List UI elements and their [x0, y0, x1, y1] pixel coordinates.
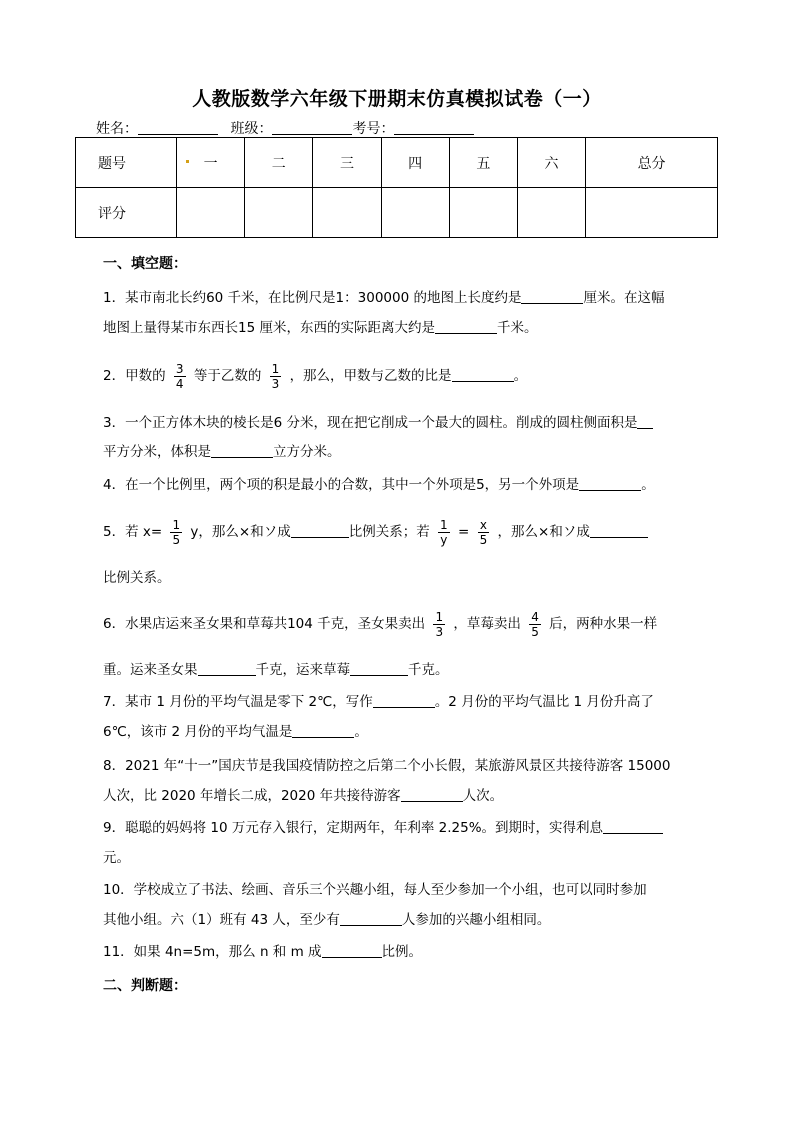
- class-blank[interactable]: [272, 120, 352, 135]
- fraction: [529, 610, 541, 639]
- header-cell: 总分: [586, 138, 718, 188]
- score-cell[interactable]: [245, 188, 313, 238]
- fraction: [270, 362, 282, 391]
- answer-blank[interactable]: [435, 319, 497, 334]
- score-table-score-row: [76, 188, 718, 238]
- question-9-line-2: [103, 848, 130, 868]
- answer-blank[interactable]: [401, 787, 463, 802]
- question-3-line-1: [103, 413, 653, 433]
- page-title: 人教版数学六年级下册期末仿真模拟试卷（一）: [192, 88, 602, 110]
- question-10-line-2: [103, 910, 550, 930]
- answer-blank[interactable]: [452, 367, 514, 382]
- score-cell[interactable]: [381, 188, 449, 238]
- answer-blank[interactable]: [579, 476, 641, 491]
- question-8-line-1: [103, 756, 670, 776]
- answer-blank[interactable]: [521, 289, 583, 304]
- q3-text-c: 立方分米。: [273, 444, 341, 460]
- denominator: y: [438, 532, 450, 547]
- score-cell[interactable]: [449, 188, 517, 238]
- q6-text-c: 后，两种水果一样: [549, 616, 658, 632]
- denominator: 5: [172, 532, 181, 547]
- student-info-line: [96, 118, 474, 138]
- q10-text-a: 10．学校成立了书法、绘画、音乐三个兴趣小组，每人至少参加一个小组，也可以同时参加: [103, 882, 647, 898]
- numerator: 1: [172, 517, 181, 532]
- q5-text-a: 5．若 x=: [103, 524, 163, 540]
- stray-mark: [186, 160, 189, 163]
- q8-text-b: 人次，比 2020 年增长二成，2020 年共接待游客: [103, 788, 401, 804]
- q7-text-c: 6℃，该市 2 月份的平均气温是: [103, 724, 293, 740]
- question-4: [103, 475, 655, 495]
- fraction: [174, 362, 186, 391]
- q3-text-a: 3．一个正方体木块的棱长是6 分米，现在把它削成一个最大的圆柱。削成的圆柱侧面积是: [103, 415, 638, 431]
- q7-text-a: 7．某市 1 月份的平均气温是零下 2℃，写作: [103, 694, 373, 710]
- q5-text-e: 比例关系。: [103, 570, 171, 586]
- fraction: [478, 518, 490, 547]
- q1-text-c: 地图上量得某市东西长15 厘米，东西的实际距离大约是: [103, 320, 435, 336]
- header-cell: 一: [177, 138, 245, 188]
- fraction: [438, 518, 450, 547]
- question-6-line-2: [103, 660, 449, 680]
- denominator: 3: [271, 376, 280, 391]
- q4-text-a: 4．在一个比例里，两个项的积是最小的合数，其中一个外项是5，另一个外项是: [103, 477, 580, 493]
- question-7-line-2: [103, 722, 368, 742]
- numerator: 4: [531, 609, 539, 624]
- header-cell: 题号: [76, 138, 177, 188]
- answer-blank[interactable]: [350, 661, 408, 676]
- q6-text-d: 重。运来圣女果: [103, 662, 198, 678]
- header-cell: 四: [381, 138, 449, 188]
- question-1-line-2: [103, 318, 537, 338]
- q2-text-c: ，那么，甲数与乙数的比是: [289, 368, 452, 384]
- question-7-line-1: [103, 692, 654, 712]
- answer-blank[interactable]: [590, 523, 648, 538]
- q2-text-a: 2．甲数的: [103, 368, 166, 384]
- answer-blank[interactable]: [637, 414, 653, 429]
- question-2: [103, 356, 527, 396]
- answer-blank[interactable]: [291, 523, 349, 538]
- q1-text-d: 千米。: [496, 320, 538, 336]
- q6-text-b: ，草莓卖出: [453, 616, 521, 632]
- score-row-label: 评分: [76, 188, 177, 238]
- header-cell: 五: [449, 138, 517, 188]
- q11-text-a: 11．如果 4n=5m，那么 n 和 m 成: [103, 944, 322, 960]
- q9-text-a: 9．聪聪的妈妈将 10 万元存入银行，定期两年，年利率 2.25%。到期时，实得利息: [103, 820, 604, 836]
- numerator: 1: [440, 517, 448, 532]
- equals-sign: =: [457, 524, 470, 540]
- header-cell: 六: [517, 138, 585, 188]
- question-5-line-2: [103, 568, 171, 588]
- question-11: [103, 942, 422, 962]
- question-8-line-2: [103, 786, 503, 806]
- question-9-line-1: [103, 818, 663, 838]
- q5-text-b: y，那么×和ソ成: [190, 524, 291, 540]
- q7-text-b: 。2 月份的平均气温比 1 月份升高了: [434, 694, 654, 710]
- question-1-line-1: [103, 288, 664, 308]
- answer-blank[interactable]: [340, 911, 402, 926]
- question-5-line-1: [103, 512, 648, 552]
- denominator: 3: [435, 624, 444, 639]
- question-10-line-1: [103, 880, 647, 900]
- answer-blank[interactable]: [603, 819, 663, 834]
- answer-blank[interactable]: [292, 723, 354, 738]
- q1-text-b: 厘米。在这幅: [583, 290, 665, 306]
- id-label: 考号：: [352, 121, 395, 137]
- q3-text-b: 平方分米，体积是: [103, 444, 211, 460]
- score-cell[interactable]: [586, 188, 718, 238]
- fraction: [433, 610, 445, 639]
- q5-text-d: ，那么×和ソ成: [497, 524, 590, 540]
- answer-blank[interactable]: [211, 443, 273, 458]
- q6-text-a: 6．水果店运来圣女果和草莓共104 千克，圣女果卖出: [103, 616, 426, 632]
- numerator: 3: [175, 361, 184, 376]
- numerator: 1: [435, 609, 444, 624]
- answer-blank[interactable]: [198, 661, 256, 676]
- q2-text-d: 。: [513, 368, 528, 384]
- q5-text-c: 比例关系；若: [348, 524, 430, 540]
- q6-text-e: 千克，运来草莓: [255, 662, 350, 678]
- q7-text-d: 。: [354, 724, 368, 740]
- numerator: x: [479, 517, 487, 532]
- header-cell: 三: [313, 138, 381, 188]
- score-table: [75, 137, 718, 238]
- q2-text-b: 等于乙数的: [193, 368, 262, 384]
- name-blank[interactable]: [138, 120, 218, 135]
- q10-text-c: 人参加的兴趣小组相同。: [401, 912, 551, 928]
- q8-text-c: 人次。: [462, 788, 504, 804]
- score-table-header-row: [76, 138, 718, 188]
- header-cell: 二: [245, 138, 313, 188]
- q4-text-b: 。: [641, 477, 655, 493]
- denominator: 4: [175, 376, 184, 391]
- fraction: [170, 518, 182, 547]
- name-label: 姓名：: [96, 121, 138, 137]
- q9-text-b: 元。: [103, 850, 130, 866]
- question-3-line-2: [103, 442, 341, 462]
- q1-text-a: 1．某市南北长约60 千米，在比例尺是1：300000 的地图上长度约是: [103, 290, 522, 306]
- section-true-false-title: 二、判断题：: [103, 978, 187, 994]
- score-cell[interactable]: [177, 188, 245, 238]
- question-6-line-1: [103, 604, 657, 644]
- numerator: 1: [271, 361, 280, 376]
- answer-blank[interactable]: [373, 693, 435, 708]
- section-fill-in-title: 一、填空题：: [103, 256, 187, 272]
- class-label: 班级：: [230, 121, 273, 137]
- score-cell[interactable]: [517, 188, 585, 238]
- q11-text-b: 比例。: [381, 944, 423, 960]
- answer-blank[interactable]: [322, 943, 382, 958]
- id-blank[interactable]: [394, 120, 474, 135]
- score-cell[interactable]: [313, 188, 381, 238]
- q10-text-b: 其他小组。六（1）班有 43 人，至少有: [103, 912, 340, 928]
- denominator: 5: [479, 532, 488, 547]
- q6-text-f: 千克。: [408, 662, 449, 678]
- denominator: 5: [531, 624, 539, 639]
- q8-text-a: 8．2021 年“十一”国庆节是我国疫情防控之后第二个小长假，某旅游风景区共接待游客 15000: [103, 758, 671, 774]
